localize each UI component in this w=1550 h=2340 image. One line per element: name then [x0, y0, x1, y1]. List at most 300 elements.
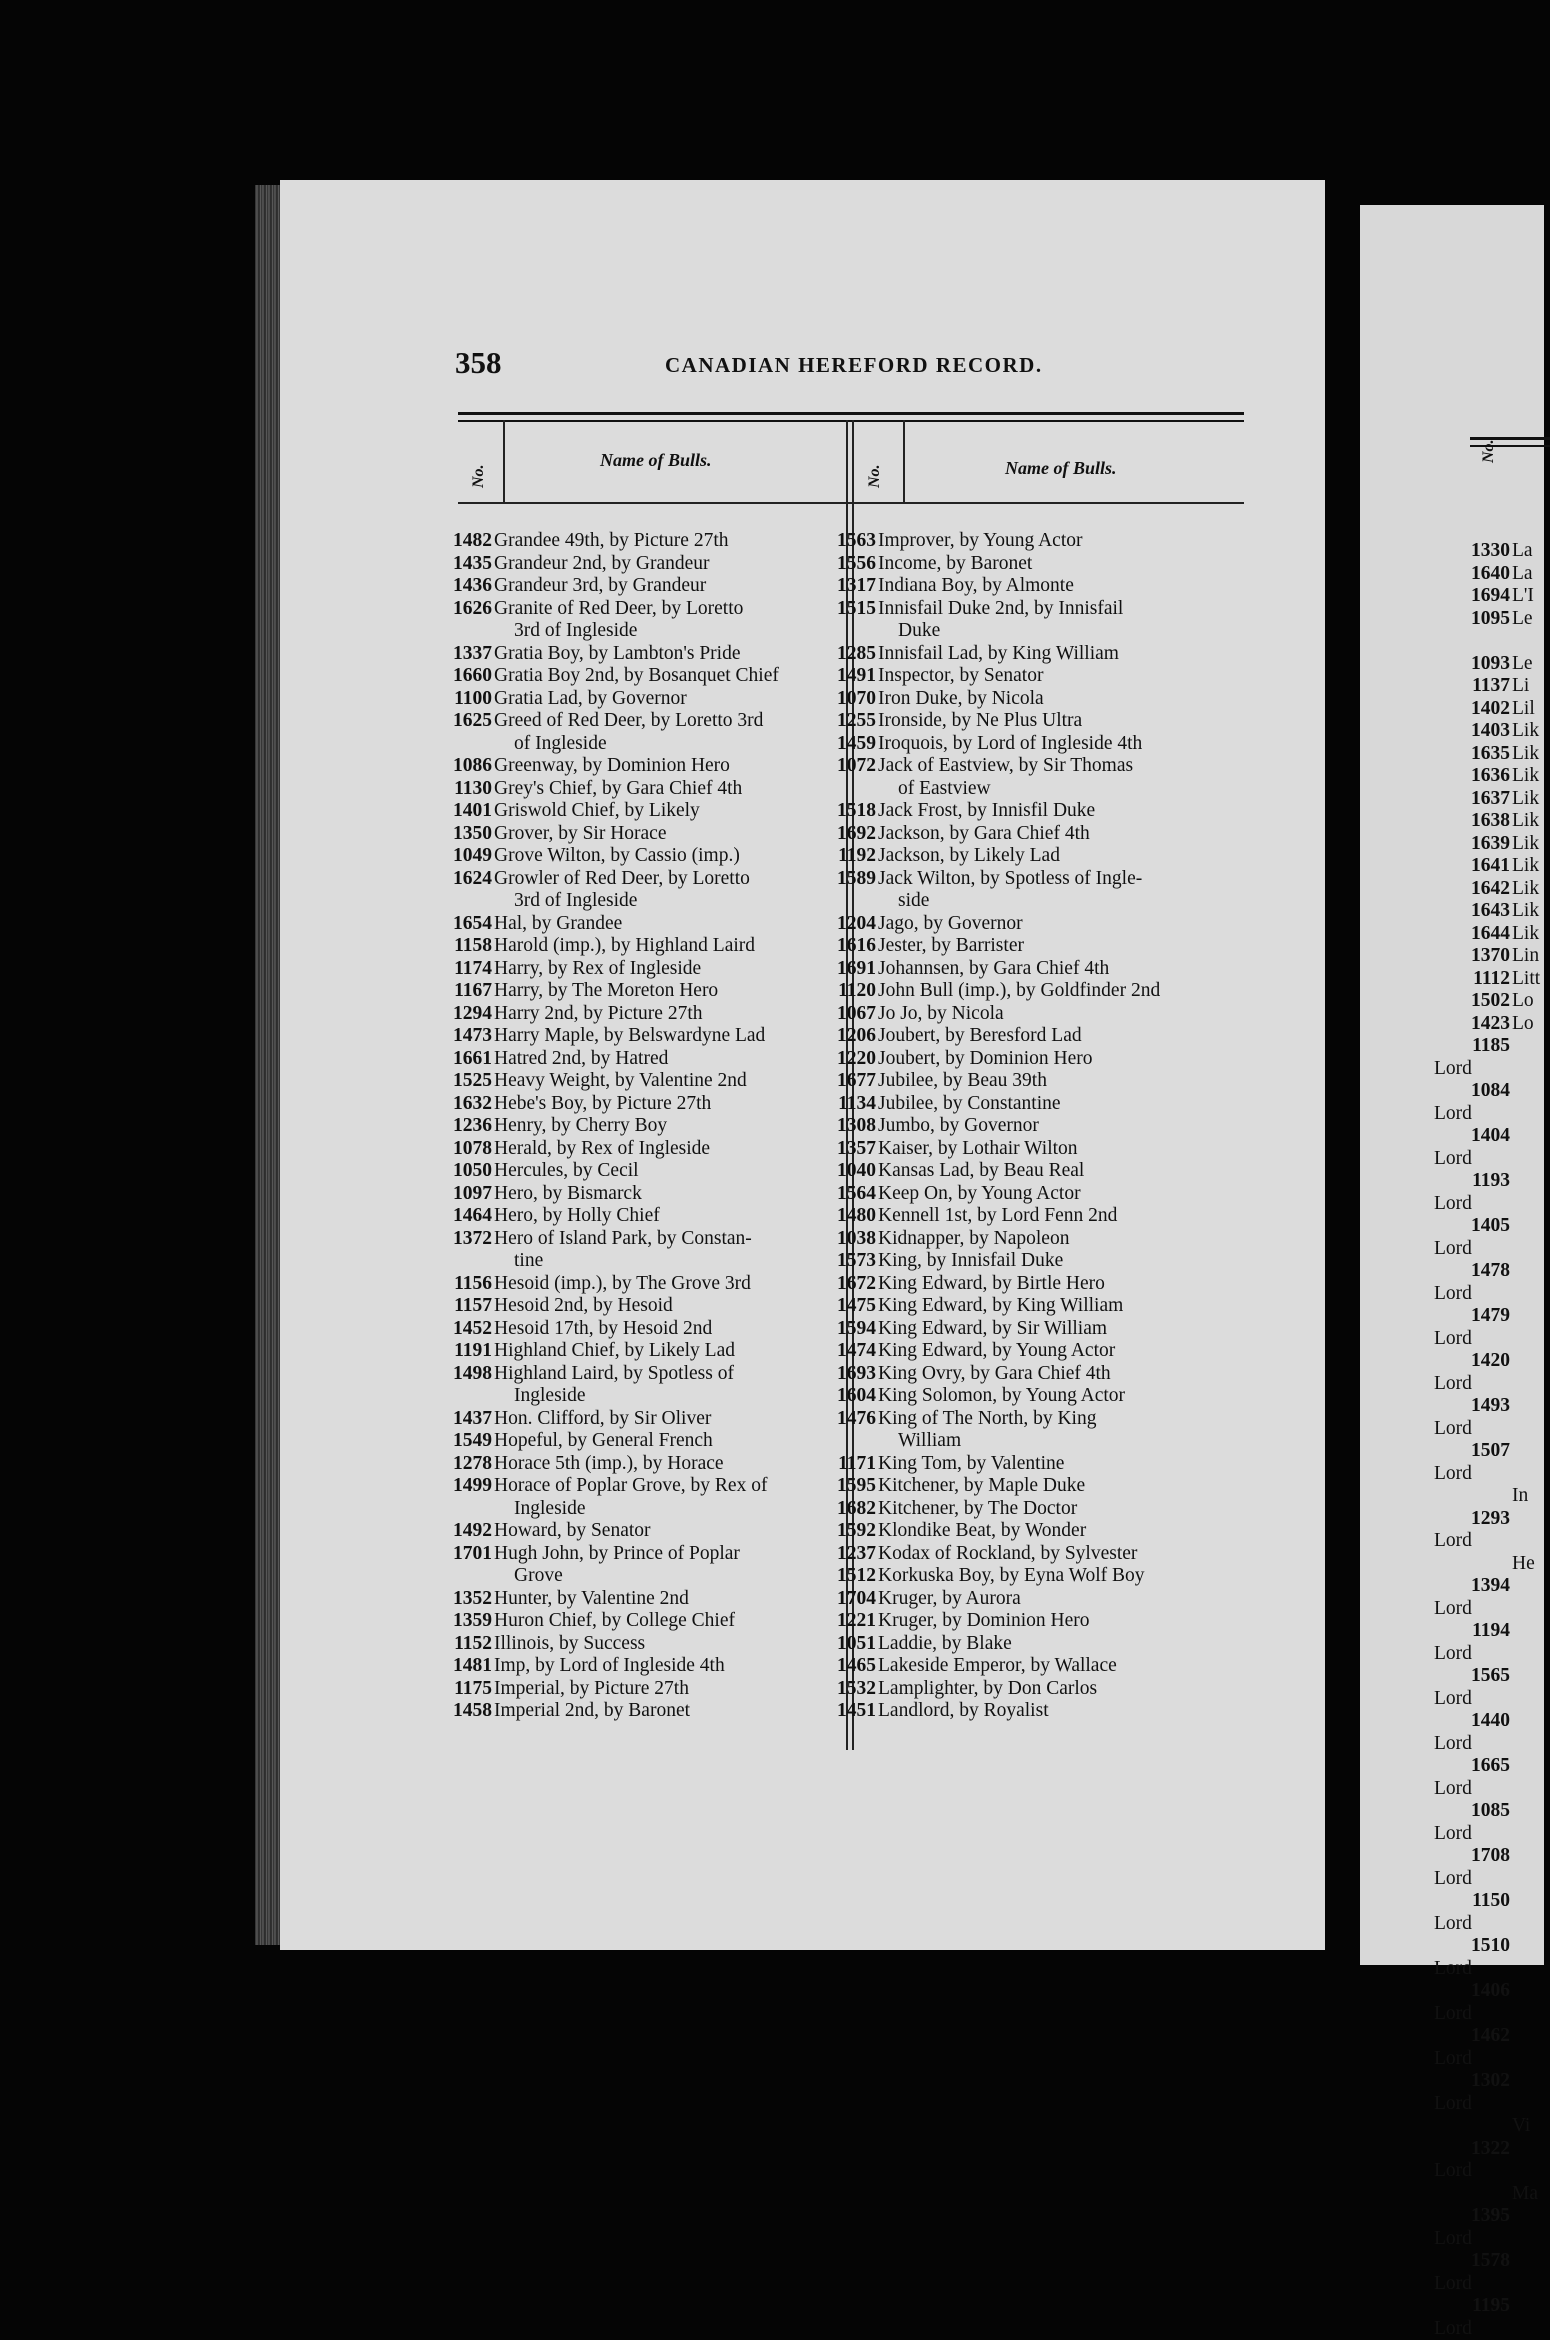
running-title: CANADIAN HEREFORD RECORD.	[665, 353, 1043, 378]
facing-entry-name: Lik	[1510, 923, 1539, 946]
facing-entry-number: 1402	[1432, 698, 1510, 721]
entry-row	[420, 1430, 824, 1453]
entry-number: 1498	[420, 1363, 492, 1386]
entry-number-spacer	[420, 1250, 492, 1273]
entry-row	[832, 1363, 1252, 1386]
entry-name: Innisfail Duke 2nd, by Innisfail	[876, 598, 1252, 621]
entry-number: 1070	[832, 688, 876, 711]
entry-name: Horace 5th (imp.), by Horace	[492, 1453, 824, 1476]
facing-entry-number: 1195	[1432, 2295, 1510, 2318]
facing-entry-number: 1708	[1432, 1845, 1510, 1868]
entry-name: Hero of Island Park, by Constan-	[492, 1228, 824, 1251]
entry-number: 1236	[420, 1115, 492, 1138]
entry-name: Hal, by Grandee	[492, 913, 824, 936]
entry-number: 1594	[832, 1318, 876, 1341]
facing-entry-row	[1432, 765, 1544, 788]
entry-name: Gratia Lad, by Governor	[492, 688, 824, 711]
entry-continuation: Grove	[492, 1565, 824, 1588]
entry-number: 1192	[832, 845, 876, 868]
entry-row	[420, 1453, 824, 1476]
entry-row	[420, 1700, 824, 1723]
entry-name: Joubert, by Beresford Lad	[876, 1025, 1252, 1048]
entry-name: Grandee 49th, by Picture 27th	[492, 530, 824, 553]
entry-row	[420, 1183, 824, 1206]
entry-continuation: Duke	[876, 620, 1252, 643]
entry-number: 1120	[832, 980, 876, 1003]
entry-row	[832, 1205, 1252, 1228]
entry-name: King Edward, by Young Actor	[876, 1340, 1252, 1363]
entry-number: 1158	[420, 935, 492, 958]
entry-continuation-row	[832, 1430, 1252, 1453]
facing-entry-number: 1095	[1432, 608, 1510, 631]
entry-number: 1152	[420, 1633, 492, 1656]
facing-entry-row	[1432, 540, 1544, 563]
entry-row	[420, 553, 824, 576]
entry-number: 1672	[832, 1273, 876, 1296]
entry-name: Hesoid 2nd, by Hesoid	[492, 1295, 824, 1318]
entry-row	[832, 800, 1252, 823]
entry-number: 1589	[832, 868, 876, 891]
entry-row	[832, 643, 1252, 666]
entry-name: Jack Wilton, by Spotless of Ingle-	[876, 868, 1252, 891]
facing-entry-name: Lord	[1432, 1373, 1472, 1396]
entry-number: 1317	[832, 575, 876, 598]
entry-row	[420, 1228, 824, 1251]
entry-row	[832, 1633, 1252, 1656]
entry-number: 1086	[420, 755, 492, 778]
facing-entry-row	[1432, 878, 1544, 901]
facing-entry-name: Lik	[1510, 743, 1539, 766]
facing-page-entries	[1432, 540, 1544, 2340]
facing-entry-number: 1420	[1432, 1350, 1510, 1373]
entry-number: 1435	[420, 553, 492, 576]
facing-entry-number: 1507	[1432, 1440, 1510, 1463]
entry-row	[832, 1093, 1252, 1116]
entry-number: 1459	[832, 733, 876, 756]
entry-name: Jackson, by Likely Lad	[876, 845, 1252, 868]
facing-entry-number: 1293	[1432, 1508, 1510, 1531]
entry-row	[832, 1475, 1252, 1498]
facing-entry-number: 1440	[1432, 1710, 1510, 1733]
entry-name: Grover, by Sir Horace	[492, 823, 824, 846]
entry-name: Kodax of Rockland, by Sylvester	[876, 1543, 1252, 1566]
facing-entry-number: 1085	[1432, 1800, 1510, 1823]
facing-entry-number: 1694	[1432, 585, 1510, 608]
entry-number: 1625	[420, 710, 492, 733]
facing-entry-row	[1432, 1035, 1544, 1080]
entry-row	[832, 1318, 1252, 1341]
entry-continuation: 3rd of Ingleside	[492, 620, 824, 643]
entry-number: 1051	[832, 1633, 876, 1656]
entry-row	[832, 868, 1252, 891]
entry-name: Hatred 2nd, by Hatred	[492, 1048, 824, 1071]
entry-number: 1626	[420, 598, 492, 621]
entry-name: Jester, by Barrister	[876, 935, 1252, 958]
entry-number-spacer	[420, 1565, 492, 1588]
entry-name: Kitchener, by Maple Duke	[876, 1475, 1252, 1498]
facing-entry-name: Lord	[1432, 2228, 1472, 2251]
entry-number: 1097	[420, 1183, 492, 1206]
entry-name: Jack Frost, by Innisfil Duke	[876, 800, 1252, 823]
facing-entry-name: Lil	[1510, 698, 1535, 721]
facing-entry-row	[1432, 1080, 1544, 1125]
entry-name: Hesoid (imp.), by The Grove 3rd	[492, 1273, 824, 1296]
entry-row	[420, 1610, 824, 1633]
entry-number: 1677	[832, 1070, 876, 1093]
facing-entry-name: Lik	[1510, 810, 1539, 833]
entry-number: 1134	[832, 1093, 876, 1116]
facing-entry-name: Lord	[1432, 1688, 1472, 1711]
facing-entry-number: 1636	[1432, 765, 1510, 788]
entry-name: Gratia Boy 2nd, by Bosanquet Chief	[492, 665, 824, 688]
entry-continuation-row	[420, 1565, 824, 1588]
facing-entry-name: Lord	[1432, 1283, 1472, 1306]
entry-number: 1437	[420, 1408, 492, 1431]
entry-number: 1592	[832, 1520, 876, 1543]
entry-number: 1692	[832, 823, 876, 846]
entry-number: 1693	[832, 1363, 876, 1386]
entry-number: 1512	[832, 1565, 876, 1588]
facing-entry-number	[1432, 2183, 1510, 2206]
facing-entry-number: 1510	[1432, 1935, 1510, 1958]
entry-row	[420, 1160, 824, 1183]
left-no-heading: No.	[470, 464, 488, 488]
entry-row	[420, 530, 824, 553]
facing-entry-name: Lord	[1432, 1913, 1472, 1936]
entry-name: Grove Wilton, by Cassio (imp.)	[492, 845, 824, 868]
facing-page	[1360, 205, 1544, 1965]
entry-row	[832, 1610, 1252, 1633]
entry-name: Income, by Baronet	[876, 553, 1252, 576]
entry-name: Hero, by Bismarck	[492, 1183, 824, 1206]
entry-name: Illinois, by Success	[492, 1633, 824, 1656]
entry-name: Hero, by Holly Chief	[492, 1205, 824, 1228]
entry-row	[832, 1025, 1252, 1048]
entry-row	[832, 733, 1252, 756]
entry-number-spacer	[832, 1430, 876, 1453]
facing-entry-number: 1322	[1432, 2138, 1510, 2161]
entry-number: 1476	[832, 1408, 876, 1431]
facing-entry-row	[1432, 2138, 1544, 2183]
facing-entry-number: 1578	[1432, 2250, 1510, 2273]
entry-row	[832, 1678, 1252, 1701]
facing-entry-row	[1432, 585, 1544, 608]
facing-entry-number: 1642	[1432, 878, 1510, 901]
entry-name: Highland Chief, by Likely Lad	[492, 1340, 824, 1363]
right-name-heading: Name of Bulls.	[1005, 458, 1117, 479]
entry-name: Horace of Poplar Grove, by Rex of	[492, 1475, 824, 1498]
entry-row	[832, 1655, 1252, 1678]
facing-entry-name: Lord	[1432, 1530, 1472, 1553]
entry-name: Improver, by Young Actor	[876, 530, 1252, 553]
page-number: 358	[455, 345, 502, 381]
entry-name: Jubilee, by Beau 39th	[876, 1070, 1252, 1093]
facing-entry-name: Lik	[1510, 833, 1539, 856]
entry-number: 1337	[420, 643, 492, 666]
entry-number: 1564	[832, 1183, 876, 1206]
facing-entry-number: 1638	[1432, 810, 1510, 833]
entry-number: 1278	[420, 1453, 492, 1476]
facing-entry-row	[1432, 1575, 1544, 1620]
entry-name: Innisfail Lad, by King William	[876, 643, 1252, 666]
facing-entry-row	[1432, 1170, 1544, 1215]
facing-entry-name: Li	[1510, 675, 1529, 698]
facing-entry-row	[1432, 1890, 1544, 1935]
entry-number: 1171	[832, 1453, 876, 1476]
entry-row	[420, 1138, 824, 1161]
facing-entry-row	[1432, 833, 1544, 856]
entry-continuation-row	[832, 620, 1252, 643]
entry-name: Klondike Beat, by Wonder	[876, 1520, 1252, 1543]
facing-page-no-heading: No.	[1480, 439, 1498, 463]
entry-row	[832, 598, 1252, 621]
header-rule-thick	[458, 412, 1244, 415]
facing-entry-name: Lord	[1432, 2048, 1472, 2071]
entry-name: Keep On, by Young Actor	[876, 1183, 1252, 1206]
entry-name: Kaiser, by Lothair Wilton	[876, 1138, 1252, 1161]
facing-entry-name: Lord	[1432, 1733, 1472, 1756]
entry-row	[832, 1183, 1252, 1206]
entry-number: 1474	[832, 1340, 876, 1363]
entry-name: Laddie, by Blake	[876, 1633, 1252, 1656]
entry-number: 1475	[832, 1295, 876, 1318]
entry-row	[420, 1363, 824, 1386]
right-no-divider	[903, 420, 905, 502]
entry-continuation-row	[420, 733, 824, 756]
facing-entry-name: Ma	[1510, 2183, 1538, 2206]
entry-row	[832, 935, 1252, 958]
entry-name: King Edward, by King William	[876, 1295, 1252, 1318]
entry-name: Highland Laird, by Spotless of	[492, 1363, 824, 1386]
entry-number-spacer	[420, 733, 492, 756]
facing-entry-row	[1432, 1710, 1544, 1755]
facing-entry-name: Lord	[1432, 1823, 1472, 1846]
entry-row	[420, 1340, 824, 1363]
entry-name: Hebe's Boy, by Picture 27th	[492, 1093, 824, 1116]
entry-continuation-row	[420, 620, 824, 643]
facing-entry-name: Lord	[1432, 1418, 1472, 1441]
entry-row	[832, 823, 1252, 846]
facing-entry-row	[1432, 1350, 1544, 1395]
entry-row	[832, 1048, 1252, 1071]
entry-number: 1072	[832, 755, 876, 778]
entry-name: Lamplighter, by Don Carlos	[876, 1678, 1252, 1701]
facing-entry-row	[1432, 675, 1544, 698]
entry-number: 1206	[832, 1025, 876, 1048]
entry-row	[832, 1700, 1252, 1723]
facing-entry-number: 1093	[1432, 653, 1510, 676]
facing-entry-row	[1432, 2025, 1544, 2070]
entry-name: Granite of Red Deer, by Loretto	[492, 598, 824, 621]
entry-row	[420, 980, 824, 1003]
entry-number: 1100	[420, 688, 492, 711]
facing-entry-row	[1432, 743, 1544, 766]
entry-name: Hopeful, by General French	[492, 1430, 824, 1453]
facing-entry-number: 1493	[1432, 1395, 1510, 1418]
facing-entry-name: Vi	[1510, 2115, 1530, 2138]
entry-number: 1499	[420, 1475, 492, 1498]
entry-name: Imp, by Lord of Ingleside 4th	[492, 1655, 824, 1678]
entry-name: Iroquois, by Lord of Ingleside 4th	[876, 733, 1252, 756]
entry-number: 1167	[420, 980, 492, 1003]
entry-row	[832, 980, 1252, 1003]
entry-number: 1701	[420, 1543, 492, 1566]
entry-name: Howard, by Senator	[492, 1520, 824, 1543]
facing-entry-number: 1406	[1432, 1980, 1510, 2003]
entry-row	[420, 643, 824, 666]
entry-number: 1573	[832, 1250, 876, 1273]
facing-entry-row	[1432, 1553, 1544, 1576]
facing-entry-number: 1405	[1432, 1215, 1510, 1238]
facing-entry-name: In	[1510, 1485, 1528, 1508]
entry-number: 1221	[832, 1610, 876, 1633]
entry-row	[420, 1520, 824, 1543]
facing-entry-number: 1150	[1432, 1890, 1510, 1913]
facing-entry-number: 1185	[1432, 1035, 1510, 1058]
entry-number-spacer	[420, 1498, 492, 1521]
facing-entry-row	[1432, 1800, 1544, 1845]
entry-number: 1220	[832, 1048, 876, 1071]
entry-name: King Ovry, by Gara Chief 4th	[876, 1363, 1252, 1386]
entry-name: King Solomon, by Young Actor	[876, 1385, 1252, 1408]
entry-row	[420, 1273, 824, 1296]
facing-entry-row	[1432, 1620, 1544, 1665]
entry-row	[420, 1205, 824, 1228]
entry-name: Kansas Lad, by Beau Real	[876, 1160, 1252, 1183]
entry-row	[832, 1138, 1252, 1161]
facing-entry-name: Lord	[1432, 1643, 1472, 1666]
facing-entry-row	[1432, 2250, 1544, 2295]
entry-number: 1157	[420, 1295, 492, 1318]
entry-name: Greed of Red Deer, by Loretto 3rd	[492, 710, 824, 733]
entry-name: Kennell 1st, by Lord Fenn 2nd	[876, 1205, 1252, 1228]
facing-entry-number: 1193	[1432, 1170, 1510, 1193]
entry-number: 1308	[832, 1115, 876, 1138]
facing-entry-row	[1432, 1260, 1544, 1305]
facing-entry-number	[1432, 630, 1510, 653]
facing-entry-row	[1432, 698, 1544, 721]
entry-number: 1481	[420, 1655, 492, 1678]
entry-number: 1452	[420, 1318, 492, 1341]
entry-number: 1237	[832, 1543, 876, 1566]
entry-name: Harold (imp.), by Highland Laird	[492, 935, 824, 958]
entry-row	[832, 958, 1252, 981]
entry-number: 1661	[420, 1048, 492, 1071]
entry-row	[832, 1408, 1252, 1431]
entry-number-spacer	[420, 890, 492, 913]
facing-entry-name: Lik	[1510, 900, 1539, 923]
entry-number: 1156	[420, 1273, 492, 1296]
facing-entry-name: Lord	[1432, 1238, 1472, 1261]
left-entries-list	[420, 530, 824, 1723]
entry-number-spacer	[832, 890, 876, 913]
entry-name: Griswold Chief, by Likely	[492, 800, 824, 823]
entry-row	[832, 1003, 1252, 1026]
facing-entry-name: Lik	[1510, 855, 1539, 878]
entry-number: 1482	[420, 530, 492, 553]
entry-number: 1458	[420, 1700, 492, 1723]
entry-name: Huron Chief, by College Chief	[492, 1610, 824, 1633]
entry-name: Grandeur 3rd, by Grandeur	[492, 575, 824, 598]
left-name-heading: Name of Bulls.	[600, 450, 712, 471]
entry-row	[832, 665, 1252, 688]
entry-row	[420, 755, 824, 778]
facing-entry-number: 1478	[1432, 1260, 1510, 1283]
facing-entry-number	[1432, 2115, 1510, 2138]
entry-row	[420, 598, 824, 621]
facing-entry-row	[1432, 2205, 1544, 2250]
entry-name: Joubert, by Dominion Hero	[876, 1048, 1252, 1071]
facing-entry-name: He	[1510, 1553, 1535, 1576]
entry-number: 1515	[832, 598, 876, 621]
facing-entry-number	[1432, 1553, 1510, 1576]
entry-row	[420, 935, 824, 958]
entry-name: Harry 2nd, by Picture 27th	[492, 1003, 824, 1026]
facing-entry-name: Lord	[1432, 2160, 1472, 2183]
entry-row	[420, 1115, 824, 1138]
facing-entry-name: Litt	[1510, 968, 1540, 991]
entry-name: Kruger, by Aurora	[876, 1588, 1252, 1611]
page-gutter	[1336, 195, 1358, 1970]
entry-name: Jack of Eastview, by Sir Thomas	[876, 755, 1252, 778]
entry-name: Growler of Red Deer, by Loretto	[492, 868, 824, 891]
facing-entry-name: Le	[1510, 653, 1533, 676]
facing-entry-number: 1644	[1432, 923, 1510, 946]
entry-row	[832, 1385, 1252, 1408]
entry-name: King of The North, by King	[876, 1408, 1252, 1431]
facing-entry-name: Lo	[1510, 1013, 1534, 1036]
entry-number: 1563	[832, 530, 876, 553]
column-heading-rule	[458, 502, 1244, 504]
entry-name: Iron Duke, by Nicola	[876, 688, 1252, 711]
entry-name: Harry, by The Moreton Hero	[492, 980, 824, 1003]
entry-row	[420, 665, 824, 688]
facing-entry-row	[1432, 1508, 1544, 1553]
entry-continuation: William	[876, 1430, 1252, 1453]
entry-continuation: tine	[492, 1250, 824, 1273]
facing-entry-row	[1432, 810, 1544, 833]
entry-number: 1050	[420, 1160, 492, 1183]
entry-continuation-row	[420, 1250, 824, 1273]
entry-number-spacer	[832, 778, 876, 801]
entry-row	[832, 1453, 1252, 1476]
facing-entry-row	[1432, 653, 1544, 676]
facing-entry-row	[1432, 1215, 1544, 1260]
entry-row	[420, 575, 824, 598]
facing-entry-row	[1432, 900, 1544, 923]
entry-number: 1078	[420, 1138, 492, 1161]
entry-row	[420, 868, 824, 891]
facing-entry-name: Lord	[1432, 2093, 1472, 2116]
facing-entry-number: 1502	[1432, 990, 1510, 1013]
entry-row	[832, 553, 1252, 576]
facing-entry-row	[1432, 990, 1544, 1013]
facing-entry-row	[1432, 2070, 1544, 2115]
entry-number: 1352	[420, 1588, 492, 1611]
entry-number: 1660	[420, 665, 492, 688]
facing-entry-number: 1403	[1432, 720, 1510, 743]
entry-number: 1525	[420, 1070, 492, 1093]
facing-entry-row	[1432, 2183, 1544, 2206]
entry-continuation: of Ingleside	[492, 733, 824, 756]
entry-number: 1175	[420, 1678, 492, 1701]
facing-entry-name: Lik	[1510, 878, 1539, 901]
entry-row	[420, 1655, 824, 1678]
entry-name: Hunter, by Valentine 2nd	[492, 1588, 824, 1611]
facing-entry-row	[1432, 1845, 1544, 1890]
facing-entry-number: 1395	[1432, 2205, 1510, 2228]
facing-entry-name: Lik	[1510, 788, 1539, 811]
